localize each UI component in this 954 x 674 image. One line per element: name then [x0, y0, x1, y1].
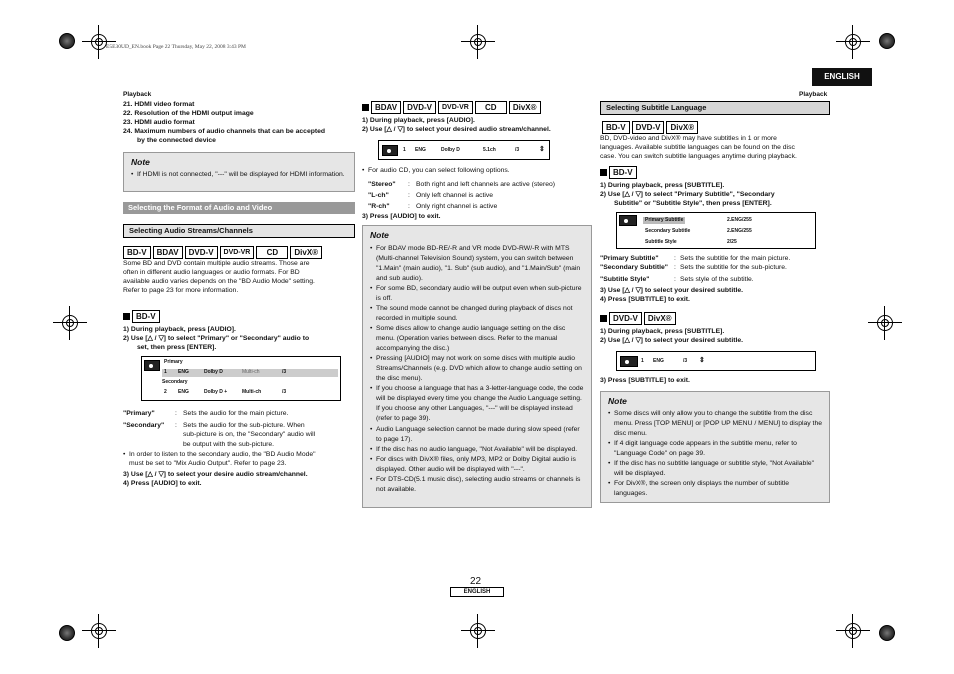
step-line: 2) Use [△ / ▽] to select your desired subtitle.	[600, 337, 744, 345]
osd-row-primary	[162, 369, 338, 377]
intro-line: languages. Available subtitle languages can be found on the disc	[600, 144, 795, 152]
note-item: • Audio Language selection cannot be made during slow speed (refer to page 17).	[370, 425, 584, 445]
updown-arrow-icon: ⇕	[699, 357, 705, 365]
def-lch	[362, 191, 592, 200]
step-line: set, then press [ENTER].	[137, 343, 217, 351]
osd-cell: Multi-ch	[242, 369, 260, 376]
list-item: 22. Resolution of the HDMI output image	[123, 109, 254, 117]
step-line: 1) During playback, press [SUBTITLE].	[600, 328, 725, 336]
def-desc: Only left channel is active	[416, 191, 494, 199]
badge-bdv: BD-V	[132, 310, 160, 323]
def-desc	[183, 421, 315, 449]
note-item: • For discs with DivX® files, only MP3, MP2 or Dolby Digital audio is displayed. Other audio will be displayed with "---".	[370, 455, 584, 475]
section-title: Selecting Subtitle Language	[600, 101, 830, 115]
osd-cell: ENG	[178, 389, 189, 396]
subtitle-osd	[616, 351, 816, 371]
square-bullet-icon	[362, 104, 369, 111]
osd-cell: ENG	[178, 369, 189, 376]
step-line: 2) Use [△ / ▽] to select your desired audio stream/channel.	[362, 126, 551, 134]
badge-divx: DivX®	[644, 312, 676, 325]
note-item: • For DTS-CD(5.1 music disc), selecting audio streams or channels is not available.	[370, 475, 584, 495]
def-term: "L-ch"	[368, 191, 389, 199]
badge-dvdvr: DVD-VR	[438, 101, 473, 114]
square-bullet-icon	[600, 169, 607, 176]
def-desc-line: be output with the sub-picture.	[183, 440, 275, 448]
def-desc: Sets the audio for the main picture.	[183, 410, 289, 418]
osd-row-secondary	[162, 389, 338, 397]
registration-mark-icon	[874, 312, 896, 334]
def-colon: :	[674, 275, 676, 283]
osd-cell: 1	[164, 369, 167, 376]
osd-primary-label: Primary	[164, 359, 183, 366]
badge-bdav: BDAV	[371, 101, 401, 114]
dvd-heading	[600, 312, 830, 325]
badge-bdv: BD-V	[609, 166, 637, 179]
language-tab	[812, 68, 872, 86]
step-line: 3) Press [SUBTITLE] to exit.	[600, 377, 690, 385]
registration-mark-icon	[842, 620, 864, 642]
osd-row-secondary-subtitle	[643, 228, 813, 236]
def-term: "Secondary Subtitle"	[600, 264, 669, 272]
bullet-line: • For audio CD, you can select following options.	[362, 166, 592, 175]
osd-value: 2.ENG/255	[727, 228, 752, 235]
def-term: "Primary"	[123, 410, 155, 418]
note-item: • If the disc has no subtitle language or subtitle style, "Not Available" will be displayed.	[608, 459, 822, 479]
osd-cell: Dolby D +	[204, 389, 228, 396]
osd-cell: 1	[641, 358, 644, 365]
def-subtitle-style	[600, 275, 830, 284]
def-desc-line: Sets the audio for the sub-picture. When	[183, 422, 305, 430]
registration-mark-icon	[59, 312, 81, 334]
note-item: • For BDAV mode BD-RE/-R and VR mode DVD-RW/-R with MTS (Multi-channel Television Sound) system, you can switch between "1.Main" (main audio), "1. Sub" (sub audio), and "1.Main/Sub" (main and sub audio).	[370, 244, 584, 284]
def-term: "Primary Subtitle"	[600, 255, 659, 263]
osd-cell: ENG	[415, 147, 426, 154]
audio-icon	[144, 360, 160, 371]
disc-badges	[362, 101, 592, 114]
square-bullet-icon	[123, 313, 130, 320]
def-desc: Sets style of the subtitle.	[680, 275, 754, 283]
step-line: 1) During playback, press [AUDIO].	[362, 117, 475, 124]
def-desc: Both right and left channels are active (stereo)	[416, 180, 556, 188]
intro-line: available audio varies depends on the "BD Audio Mode" setting.	[123, 278, 315, 286]
osd-cell: 2	[164, 389, 167, 396]
def-colon: :	[674, 264, 676, 272]
osd-cell: /3	[683, 358, 688, 365]
def-colon: :	[674, 255, 676, 263]
subtitle-icon	[619, 215, 637, 226]
playback-label: Playback	[123, 91, 152, 98]
osd-cell: /3	[282, 389, 287, 396]
step-line: 1) During playback, press [AUDIO].	[123, 325, 236, 333]
def-secondary-subtitle	[600, 263, 830, 272]
registration-dot-icon	[59, 33, 75, 49]
intro-line: often in different audio languages or audio formats. For BD	[123, 269, 300, 277]
def-primary-subtitle	[600, 254, 830, 263]
def-term: "Subtitle Style"	[600, 275, 650, 283]
def-desc-line: sub-picture is on, the "Secondary" audio will	[183, 431, 316, 439]
osd-label: Primary Subtitle	[645, 217, 684, 224]
badge-dvdv: DVD-V	[403, 101, 436, 114]
badge-dvdv: DVD-V	[185, 246, 218, 259]
bdv-heading	[600, 166, 830, 179]
def-desc: Sets the subtitle for the main picture.	[680, 255, 791, 263]
badge-bdav: BDAV	[153, 246, 183, 259]
osd-cell: 1	[403, 147, 406, 154]
osd-cell: /3	[515, 147, 520, 154]
badge-bdv: BD-V	[123, 246, 151, 259]
note-title: Note	[131, 156, 150, 167]
section-title: Selecting the Format of Audio and Video	[123, 202, 355, 214]
def-stereo	[362, 180, 592, 189]
step-line: Subtitle" or "Subtitle Style", then press [ENTER].	[614, 199, 772, 207]
osd-cell: Dolby D	[441, 147, 460, 154]
osd-secondary-label: Secondary	[162, 379, 188, 386]
osd-cell: Multi-ch	[242, 389, 262, 396]
def-term: "R-ch"	[368, 202, 390, 210]
def-term: "Stereo"	[368, 180, 396, 188]
step-line: 3) Use [△ / ▽] to select your desire audio stream/channel.	[123, 471, 308, 479]
osd-cell: /3	[282, 369, 287, 376]
square-bullet-icon	[600, 315, 607, 322]
registration-mark-icon	[88, 620, 110, 642]
note-box	[362, 225, 592, 508]
def-colon: :	[175, 410, 177, 418]
def-desc: Only right channel is active	[416, 202, 498, 210]
osd-row-subtitle-style	[643, 239, 813, 247]
registration-dot-icon	[879, 625, 895, 641]
badge-cd: CD	[256, 246, 288, 259]
intro-line: Refer to page 23 for more information.	[123, 287, 239, 295]
def-colon: :	[408, 202, 410, 210]
left-column	[123, 91, 355, 488]
note-item: • The sound mode cannot be changed during playback of discs not recorded in multiple sound.	[370, 304, 584, 324]
bullet-line: • In order to listen to the secondary audio, the "BD Audio Mode"	[123, 450, 355, 459]
note-item: • Some discs will only allow you to change the subtitle from the disc menu. Press [TOP MENU] or [POP UP MENU / MENU] to display the disc menu.	[608, 409, 822, 439]
step-line: 2) Use [△ / ▽] to select "Primary" or "Secondary" audio to	[123, 334, 310, 342]
def-desc: Sets the subtitle for the sub-picture.	[680, 264, 787, 272]
language-tab-label: ENGLISH	[824, 72, 860, 81]
def-colon: :	[408, 191, 410, 199]
def-rch	[362, 202, 592, 211]
badge-cd: CD	[475, 101, 507, 114]
step-line: 4) Press [SUBTITLE] to exit.	[600, 295, 690, 303]
note-box	[600, 391, 830, 503]
osd-value: 2/25	[727, 239, 737, 246]
header-section-right: Playback	[799, 91, 828, 98]
badge-dvdv: DVD-V	[632, 121, 665, 134]
badge-divx: DivX®	[666, 121, 698, 134]
note-item: • If 4 digit language code appears in the subtitle menu, refer to "Language Code" on page 39.	[608, 439, 822, 459]
registration-mark-icon	[467, 31, 489, 53]
note-box	[123, 152, 355, 192]
registration-mark-icon	[467, 620, 489, 642]
middle-column	[362, 101, 592, 508]
bdv-heading	[123, 310, 355, 323]
badge-divx: DivX®	[290, 246, 322, 259]
registration-mark-icon	[842, 31, 864, 53]
list-item: 21. HDMI video format	[123, 100, 195, 108]
badge-dvdv: DVD-V	[609, 312, 642, 325]
list-item: by the connected device	[137, 137, 216, 145]
registration-dot-icon	[59, 625, 75, 641]
sub-title: Selecting Audio Streams/Channels	[123, 224, 355, 238]
note-item: • If the disc has no audio language, "Not Available" will be displayed.	[370, 445, 584, 455]
step-line: 4) Press [AUDIO] to exit.	[123, 480, 202, 488]
badge-bdv: BD-V	[602, 121, 630, 134]
badge-divx: DivX®	[509, 101, 541, 114]
subtitle-osd	[616, 212, 816, 249]
file-info-line: E5E30UD_EN.book Page 22 Thursday, May 22, 2008 3:43 PM	[106, 44, 246, 50]
osd-row-primary-subtitle	[643, 217, 813, 225]
osd-cell: Dolby D	[204, 369, 223, 376]
registration-dot-icon	[879, 33, 895, 49]
disc-badges	[123, 246, 355, 259]
intro-line: Some BD and DVD contain multiple audio streams. Those are	[123, 259, 310, 267]
note-item: • For some BD, secondary audio will be output even when sub-picture is off.	[370, 284, 584, 304]
intro-line: BD, DVD-video and DivX® may have subtitles in 1 or more	[600, 135, 777, 143]
note-title: Note	[608, 395, 627, 406]
osd-value: 2.ENG/255	[727, 217, 752, 224]
def-colon: :	[175, 422, 177, 430]
step-line: 3) Press [AUDIO] to exit.	[362, 213, 441, 221]
note-item: • Pressing [AUDIO] may not work on some discs with multiple audio Streams/Channels (e.g. DVD which allow to change audio setting on the disc menu).	[370, 354, 584, 384]
audio-icon	[382, 145, 398, 156]
note-title: Note	[370, 230, 389, 241]
def-primary	[123, 409, 355, 418]
badge-dvdvr: DVD-VR	[220, 246, 255, 259]
step-line: 3) Use [△ / ▽] to select your desired subtitle.	[600, 286, 744, 294]
updown-arrow-icon: ⇕	[539, 146, 545, 154]
subtitle-icon	[620, 356, 638, 367]
audio-osd	[141, 356, 341, 401]
step-line: 1) During playback, press [SUBTITLE].	[600, 181, 725, 189]
disc-badges	[600, 121, 830, 134]
bullet-line: must be set to "Mix Audio Output". Refer to page 23.	[129, 459, 287, 467]
intro-line: case. You can switch subtitle languages anytime during playback.	[600, 153, 797, 161]
osd-cell: 5.1ch	[483, 147, 496, 154]
def-term: "Secondary"	[123, 422, 165, 430]
right-column	[600, 101, 830, 503]
osd-label: Subtitle Style	[645, 239, 677, 246]
def-secondary	[123, 421, 355, 449]
footer-language: ENGLISH	[450, 587, 504, 597]
audio-osd	[378, 140, 550, 160]
note-item: • If you choose a language that has a 3-letter-language code, the code will be displayed every time you change the Audio Language setting. If you choose any other Languages, "---" will be displayed instead (refer to page 39).	[370, 384, 584, 424]
note-item: • For DivX®, the screen only displays the number of subtitle languages.	[608, 479, 822, 499]
osd-cell: ENG	[653, 358, 664, 365]
note-item: • Some discs allow to change audio language setting on the disc menu. (Operation varies between discs. Refer to the manual accompanying the disc.)	[370, 324, 584, 354]
def-colon: :	[408, 180, 410, 188]
osd-label: Secondary Subtitle	[645, 228, 691, 235]
list-item: 24. Maximum numbers of audio channels that can be accepted	[123, 128, 326, 136]
list-item: 23. HDMI audio format	[123, 119, 195, 127]
step-line: 2) Use [△ / ▽] to select "Primary Subtitle", "Secondary	[600, 190, 775, 198]
page-number: 22	[470, 576, 482, 587]
note-item: • If HDMI is not connected, "---" will be displayed for HDMI information.	[131, 170, 347, 180]
